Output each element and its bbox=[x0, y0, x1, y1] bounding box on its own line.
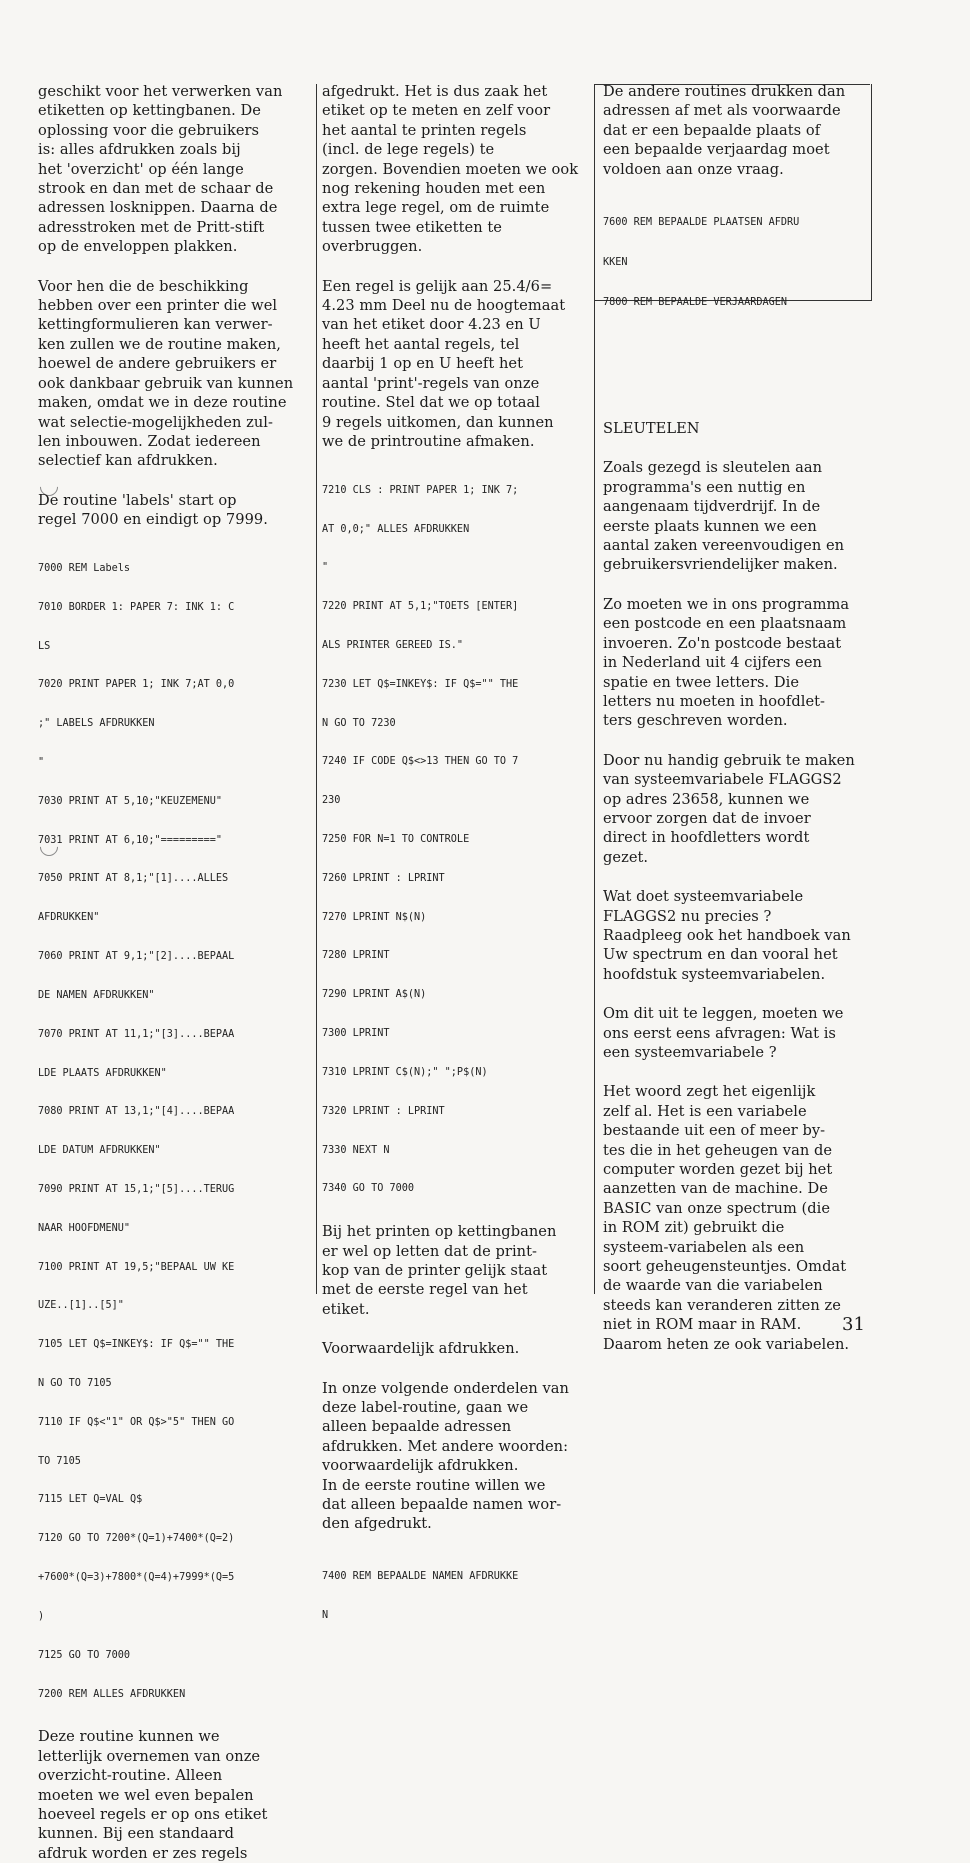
code-line: N GO TO 7230 bbox=[322, 717, 396, 729]
code-listing bbox=[322, 461, 596, 1218]
paragraph: Bij het printen op kettingbanen er wel op letten dat de print- kop van de printer gelijk staat met de eerste regel van het etiket. bbox=[322, 1223, 557, 1318]
code-line: 7125 GO TO 7000 bbox=[38, 1649, 131, 1661]
code-line: 7030 PRINT AT 5,10;"KEUZEMENU" bbox=[38, 795, 223, 807]
paragraph: De andere routines drukken dan adressen af met als voorwaarde dat er een bepaalde plaats of een bepaalde verjaardag moet voldoen aan onze vraag. bbox=[603, 83, 846, 178]
code-line: 7260 LPRINT : LPRINT bbox=[322, 872, 445, 884]
code-line: 7031 PRINT AT 6,10;"=========" bbox=[38, 834, 223, 846]
paragraph: Voor hen die de beschikking hebben over een printer die wel kettingformulieren kan verwer- ken zullen we de routine maken, hoewel de andere gebruikers er ook dankbaar gebruik van kunnen maken, omdat we in deze routine wat selectie-mogelijkheden zul- len inbouwen. Zodat iedereen selectief kan afdrukken. bbox=[38, 277, 294, 470]
paragraph: Het woord zegt het eigenlijk zelf al. Het is een variabele bestaande uit een of meer by- tes die in het geheugen van de computer worden gezet bij het aanzetten van de machine. De BASIC van onze spectrum (die in ROM zit) gebruikt die systeem-variabelen als een soort geheugensteuntjes. Omdat de waarde van die variabelen steeds kan veranderen zitten ze niet in ROM maar in RAM. Daarom heten ze ook variabelen. bbox=[603, 1083, 850, 1353]
code-line: 7220 PRINT AT 5,1;"TOETS [ENTER] bbox=[322, 601, 519, 613]
code-line: TO 7105 bbox=[38, 1455, 81, 1467]
paragraph: Zo moeten we in ons programma een postcode en een plaatsnaam invoeren. Zo'n postcode bestaat in Nederland uit 4 cijfers een spatie en twee letters. Die letters nu moeten in hoofdlet- ters geschreven worden. bbox=[603, 595, 850, 730]
code-line: N GO TO 7105 bbox=[38, 1378, 112, 1389]
paragraph: In onze volgende onderdelen van deze label-routine, gaan we alleen bepaalde adressen afdrukken. Met andere woorden: voorwaardelijk afdrukken. In de eerste routine willen we dat alleen bepaalde namen wor- den afgedrukt. bbox=[322, 1379, 569, 1533]
code-line: UZE..[1]..[5]" bbox=[38, 1300, 124, 1312]
page-number: 31 bbox=[842, 1314, 865, 1335]
code-listing bbox=[322, 1548, 596, 1645]
code-line: ALS PRINTER GEREED IS." bbox=[322, 639, 464, 651]
code-line: 230 bbox=[322, 795, 341, 807]
code-line: DE NAMEN AFDRUKKEN" bbox=[38, 989, 155, 1001]
code-line: 7120 GO TO 7200*(Q=1)+7400*(Q=2) bbox=[38, 1533, 235, 1545]
paragraph: Om dit uit te leggen, moeten we ons eerst eens afvragen: Wat is een systeemvariabele ? bbox=[603, 1005, 844, 1061]
code-line: 7330 NEXT N bbox=[322, 1144, 390, 1156]
code-line: 7080 PRINT AT 13,1;"[4]....BEPAA bbox=[38, 1106, 235, 1118]
code-line: LDE DATUM AFDRUKKEN" bbox=[38, 1145, 161, 1157]
code-line: ;" LABELS AFDRUKKEN bbox=[38, 718, 155, 730]
code-line: 7115 LET Q=VAL Q$ bbox=[38, 1494, 143, 1506]
code-line: 7105 LET Q$=INKEY$: IF Q$="" THE bbox=[38, 1339, 235, 1351]
paragraph: geschikt voor het verwerken van etiketten op kettingbanen. De oplossing voor die gebruikers is: alles afdrukken zoals bij het 'overzicht' op één lange strook en dan met de schaar de adressen losknippen. Daarna de adresstroken met de Pritt-stift op de enveloppen plakken. bbox=[38, 83, 283, 256]
code-line: ) bbox=[38, 1610, 45, 1622]
code-line: 7000 REM Labels bbox=[38, 562, 131, 574]
code-line: 7210 CLS : PRINT PAPER 1; INK 7; bbox=[322, 484, 519, 496]
code-line: AFDRUKKEN" bbox=[38, 912, 100, 924]
code-line: 7050 PRINT AT 8,1;"[1]....ALLES bbox=[38, 873, 229, 885]
code-line: 7270 LPRINT N$(N) bbox=[322, 911, 427, 923]
code-line: 7280 LPRINT bbox=[322, 950, 390, 962]
code-line: 7110 IF Q$<"1" OR Q$>"5" THEN GO bbox=[38, 1416, 235, 1428]
code-line: 7340 GO TO 7000 bbox=[322, 1183, 415, 1195]
code-line: NAAR HOOFDMENU" bbox=[38, 1222, 131, 1234]
paragraph: Deze routine kunnen we letterlijk overnemen van onze overzicht-routine. Alleen moeten we wel even bepalen hoeveel regels er op ons etiket kunnen. Bij een standaard afdruk worden er zes regels bbox=[38, 1728, 268, 1862]
section-heading: Voorwaardelijk afdrukken. bbox=[322, 1340, 520, 1358]
code-line: 7320 LPRINT : LPRINT bbox=[322, 1105, 445, 1117]
paragraph: Wat doet systeemvariabele FLAGGS2 nu precies ? Raadpleeg ook het handboek van Uw spectrum en dan vooral het hoofdstuk systeemvariabelen. bbox=[603, 888, 851, 983]
code-listing bbox=[38, 540, 302, 1724]
code-line: 7310 LPRINT C$(N);" ";P$(N) bbox=[322, 1066, 488, 1078]
code-line: KKEN bbox=[603, 257, 628, 269]
code-line: 7290 LPRINT A$(N) bbox=[322, 989, 427, 1001]
code-line: 7070 PRINT AT 11,1;"[3]....BEPAA bbox=[38, 1028, 235, 1040]
code-listing bbox=[603, 193, 871, 333]
code-line: N bbox=[322, 1610, 329, 1622]
code-line: 7010 BORDER 1: PAPER 7: INK 1: C bbox=[38, 601, 235, 613]
code-line: 7060 PRINT AT 9,1;"[2]....BEPAAL bbox=[38, 951, 235, 963]
code-line: LDE PLAATS AFDRUKKEN" bbox=[38, 1067, 167, 1079]
section-heading: SLEUTELEN bbox=[603, 420, 700, 438]
code-line: 7400 REM BEPAALDE NAMEN AFDRUKKE bbox=[322, 1571, 519, 1583]
code-line: " bbox=[322, 562, 329, 574]
code-line: 7800 REM BEPAALDE VERJAARDAGEN bbox=[603, 297, 788, 309]
code-line: 7100 PRINT AT 19,5;"BEPAAL UW KE bbox=[38, 1261, 235, 1273]
column-3 bbox=[603, 82, 871, 1354]
paragraph: Door nu handig gebruik te maken van systeemvariabele FLAGGS2 op adres 23658, kunnen we ervoor zorgen dat de invoer direct in hoofdletters wordt gezet. bbox=[603, 751, 855, 866]
paragraph: Zoals gezegd is sleutelen aan programma's een nuttig en aangenaam tijdverdrijf. In de eerste plaats kunnen we een aantal zaken vereenvoudigen en gebruikersvriendelijker maken. bbox=[603, 459, 845, 574]
code-line: +7600*(Q=3)+7800*(Q=4)+7999*(Q=5 bbox=[38, 1572, 235, 1584]
code-line: AT 0,0;" ALLES AFDRUKKEN bbox=[322, 523, 470, 535]
column-2 bbox=[322, 82, 596, 1645]
code-line: 7230 LET Q$=INKEY$: IF Q$="" THE bbox=[322, 678, 519, 690]
code-line: 7300 LPRINT bbox=[322, 1028, 390, 1040]
code-line: 7090 PRINT AT 15,1;"[5]....TERUG bbox=[38, 1183, 235, 1195]
code-line: 7240 IF CODE Q$<>13 THEN GO TO 7 bbox=[322, 756, 519, 768]
code-line: 7020 PRINT PAPER 1; INK 7;AT 0,0 bbox=[38, 679, 235, 691]
code-line: 7250 FOR N=1 TO CONTROLE bbox=[322, 834, 470, 846]
column-1 bbox=[38, 82, 302, 1863]
code-line: 7600 REM BEPAALDE PLAATSEN AFDRU bbox=[603, 217, 800, 229]
code-line: " bbox=[38, 757, 45, 768]
paragraph: Een regel is gelijk aan 25.4/6= 4.23 mm Deel nu de hoogtemaat van het etiket door 4.23 en U heeft het aantal regels, tel daarbij 1 op en U heeft het aantal 'print'-regels van onze routine. Stel dat we op totaal 9 regels uitkomen, dan kunnen we de printroutine afmaken. bbox=[322, 277, 566, 450]
paragraph: afgedrukt. Het is dus zaak het etiket op te meten en zelf voor het aantal te printen regels (incl. de lege regels) te zorgen. Bovendien moeten we ook nog rekening houden met een extra lege regel, om de ruimte tussen twee etiketten te overbruggen. bbox=[322, 83, 579, 256]
code-line: 7200 REM ALLES AFDRUKKEN bbox=[38, 1688, 186, 1700]
paragraph: De routine 'labels' start op regel 7000 en eindigt op 7999. bbox=[38, 491, 268, 529]
code-line: LS bbox=[38, 640, 51, 652]
